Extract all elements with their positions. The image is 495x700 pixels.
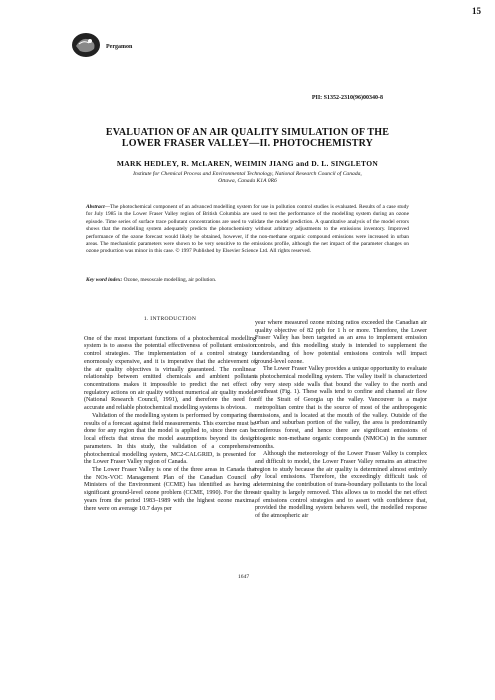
paragraph: The Lower Fraser Valley provides a unique opportunity to evaluate a photochemical modelling system. The valley itself is characterized by very steep side walls that bound the valley to the north and southeast (Fig. 1). These walls tend to confine and channel air flow off the Strait of Georgia up the valley. Vancouver is a major metropolitan centre that is the source of most of the anthropogenic emissions, and is located at the mouth of the valley. Outside of the urban and suburban portion of the valley, the area is predominantly coniferous forest, and hence there are significant emissions of biogenic non-methane organic compounds (NMOCs) in the summer months. [255,366,427,450]
abstract [86,204,409,256]
affiliation [85,171,410,185]
author-list: MARK HEDLEY, R. McLAREN, WEIMIN JIANG and D. L. SINGLETON [116,159,379,168]
keywords-text: Ozone, mesoscale modelling, air pollution. [122,277,217,283]
abstract-label: Abstract [86,204,105,210]
publisher-name: Pergamon [106,44,133,50]
paragraph: Validation of the modelling system is performed by comparing the results of a forecast against field measurements. This exercise must be done for any region that the model is applied to, since there can be local effects that stress the model assumptions beyond its design parameters. In this study, the validation of a comprehensive photochemical modelling system, MC2-CALGRID, is presented for the Lower Fraser Valley region of Canada. [84,412,256,466]
left-column [84,316,256,513]
title-line-2: LOWER FRASER VALLEY—II. PHOTOCHEMISTRY [121,138,374,149]
keywords [86,277,409,284]
paragraph: Although the meteorology of the Lower Fraser Valley is complex and difficult to model, the Lower Fraser Valley remains an attractive region to study because the air quality is determined almost entirely by local emissions. Therefore, the exceedingly difficult task of determining the contribution of trans-boundary pollutants to the local air quality is largely removed. This allows us to model the net effect of emissions control strategies and to assert with confidence that, provided the modelling system behaves well, the modelled response of the atmospheric air [255,451,427,519]
footer-page-number: 1647 [238,574,250,580]
section-heading: 1. INTRODUCTION [143,316,197,322]
article-title [60,127,435,149]
page-number: 15 [472,6,481,16]
affiliation-line-2: Ottawa, Canada K1A 0R6 [218,178,277,184]
right-column [255,320,427,521]
paragraph: One of the most important functions of a photochemical modelling system is to assess the potential effectiveness of pollutant emission control strategies. The implementation of a control strategy is enormously expensive, and it is imperative that the achievement of the air quality objectives is virtually guaranteed. The nonlinear relationship between emitted chemicals and ambient pollutant concentrations makes it impossible to predict the net effect of regulatory actions on air quality without numerical air quality models (National Research Council, 1991), and therefore the need for accurate and reliable photochemical modelling systems is obvious. [84,335,256,412]
pii-identifier: PII: S1352-2310(96)00340-8 [311,95,383,101]
paragraph: The Lower Fraser Valley is one of the three areas in Canada that the NOx-VOC Management Plan of the Canadian Council of Ministers of the Environment (CCME) has identified as having a significant ground-level ozone problem (CCME, 1990). For the three years from the period 1983–1989 with the highest ozone maxima, there were on average 10.7 days per [84,466,256,512]
abstract-text: —The photochemical component of an advanced modelling system for use in pollution control studies is evaluated. Results of a case study for July 1985 in the Lower Fraser Valley region of British Columbia are used to test the performance of the modelling system during an ozone episode. Time series of surface trace pollutant concentrations are used to validate the model prediction. A quantitative analysis of the model errors shows that the modelling system adequately predicts the photochemistry without arbitrary adjustments to the emissions inventory. Improved performance of the ozone forecast would likely be obtained, however, if the non-methane organic compound emissions were increased in urban areas. The mechanistic parameters were shown to be very sensitive to the emissions profile, although the net impact of the parameter changes on ozone production was minor in this case. © 1997 Published by Elsevier Science Ltd. All rights reserved. [86,204,409,255]
affiliation-line-1: Institute for Chemical Process and Environmental Technology, National Research Council of Canada, [133,171,362,177]
paragraph: year where measured ozone mixing ratios exceeded the Canadian air quality objective of 82 ppb for 1 h or more. Therefore, the Lower Fraser Valley has been targeted as an area to implement emission controls, and this modelling study is intended to supplement the understanding of how potential emissions controls will impact ground-level ozone. [255,320,427,365]
keywords-label: Key word index: [86,277,123,283]
publisher-logo-icon [70,32,102,58]
title-line-1: EVALUATION OF AN AIR QUALITY SIMULATION OF THE [105,127,390,138]
